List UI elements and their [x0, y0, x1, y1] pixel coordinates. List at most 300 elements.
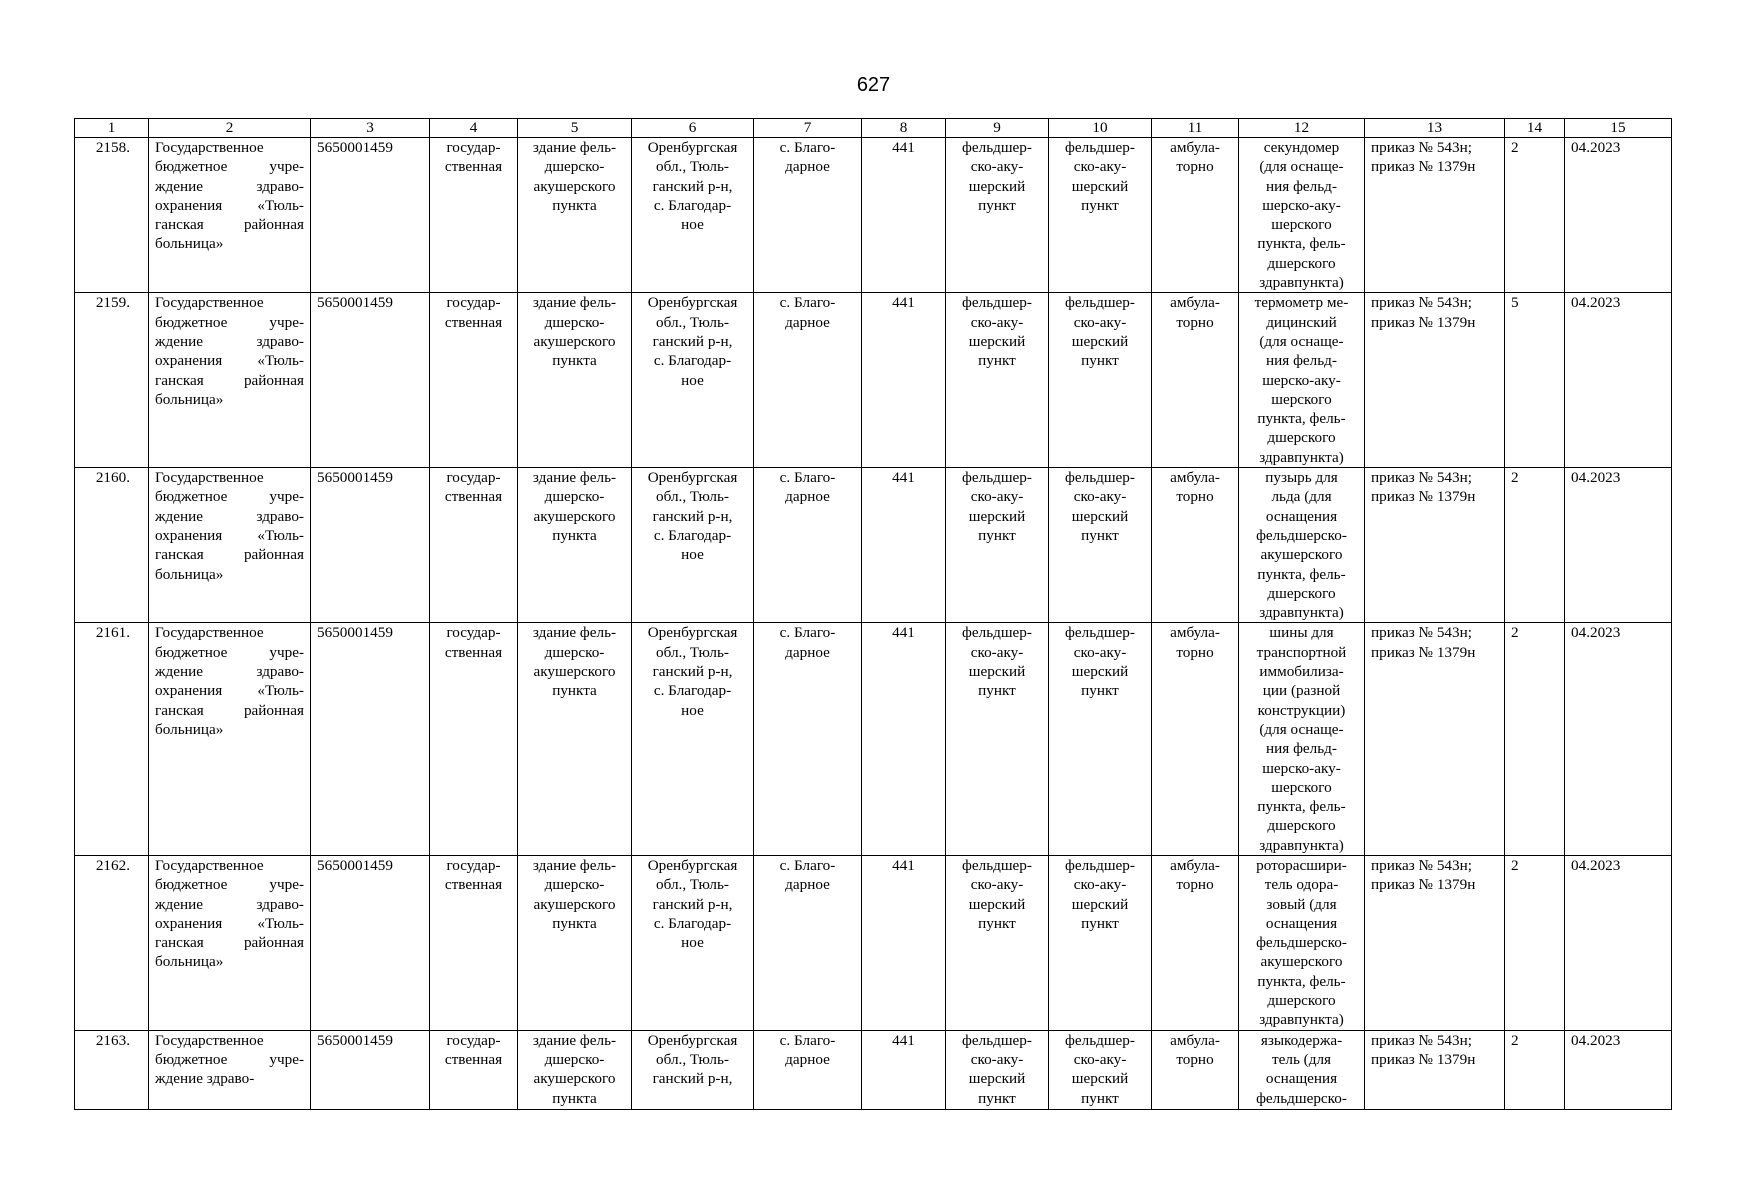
equipment-line: пункта, фель-: [1257, 972, 1346, 990]
care-condition-cell: [1152, 138, 1239, 293]
address-line: ганский р-н,: [652, 177, 733, 195]
ownership-form-cell: [430, 293, 518, 468]
building-line: пункта: [552, 682, 597, 700]
address-line: с. Благодар-: [653, 526, 732, 544]
subdivision-line: пункт: [1081, 352, 1119, 370]
facility-type-line: фельдшер-: [962, 856, 1032, 874]
subdivision-line: пункт: [1081, 196, 1119, 214]
locality-line: с. Благо-: [779, 856, 836, 874]
care-condition-line: амбула-: [1170, 139, 1220, 156]
facility-type-line: пункт: [978, 914, 1016, 932]
building-line: дшерско-: [544, 158, 605, 176]
locality-line: дарное: [785, 158, 830, 176]
column-header-13: 13: [1365, 119, 1505, 138]
ownership-form-line: ственная: [444, 643, 503, 661]
order-reference-line: приказ № 1379н: [1371, 488, 1476, 506]
ownership-form-cell: [430, 468, 518, 623]
equipment-line: транспортной: [1256, 643, 1347, 661]
care-condition-line: амбула-: [1170, 469, 1220, 487]
facility-type-line: шерский: [968, 507, 1026, 525]
address-line: обл., Тюль-: [656, 158, 729, 176]
equipment-line: шерского: [1271, 778, 1332, 796]
subdivision-line: шерский: [1071, 177, 1129, 195]
order-reference-line: приказ № 543н;: [1371, 294, 1472, 312]
equipment-line: языкодержа-: [1260, 1031, 1343, 1049]
facility-type-line: шерский: [968, 177, 1026, 195]
equipment-line: роторасшири-: [1256, 856, 1347, 874]
equipment-cell: [1239, 293, 1365, 468]
population-cell: 441: [862, 855, 946, 1030]
organization-name-line: бюджетное учре-: [155, 158, 304, 176]
building-line: дшерско-: [544, 1050, 605, 1068]
address-cell: [632, 468, 754, 623]
organization-name-line: Государственное: [155, 624, 264, 642]
ownership-form-line: ственная: [444, 876, 503, 894]
address-cell: [632, 138, 754, 293]
ownership-form-line: государ-: [446, 469, 501, 487]
care-condition-cell: [1152, 623, 1239, 856]
facility-type-cell: [946, 855, 1049, 1030]
table-row: [75, 468, 1672, 623]
ownership-form-cell: [430, 1030, 518, 1109]
order-reference-line: приказ № 543н;: [1371, 139, 1472, 156]
ownership-form-line: ственная: [444, 158, 503, 176]
address-cell: [632, 1030, 754, 1109]
facility-type-line: пункт: [978, 682, 1016, 700]
ownership-form-cell: [430, 623, 518, 856]
row-number-cell: 2161.: [75, 623, 149, 856]
care-condition-line: торно: [1176, 313, 1214, 331]
equipment-line: (для оснаще-: [1259, 332, 1344, 350]
building-line: акушерского: [533, 507, 616, 525]
organization-name-cell: [149, 138, 311, 293]
equipment-cell: [1239, 468, 1365, 623]
building-line: акушерского: [533, 663, 616, 681]
address-line: с. Благодар-: [653, 914, 732, 932]
date-cell: 04.2023: [1565, 468, 1672, 623]
equipment-line: секундомер: [1263, 139, 1340, 156]
facility-type-line: шерский: [968, 895, 1026, 913]
facility-type-line: ско-аку-: [970, 488, 1024, 506]
locality-cell: [754, 138, 862, 293]
equipment-cell: [1239, 138, 1365, 293]
subdivision-line: шерский: [1071, 895, 1129, 913]
organization-name-cell: [149, 1030, 311, 1109]
subdivision-line: фельдшер-: [1065, 469, 1135, 487]
locality-line: дарное: [785, 1050, 830, 1068]
inn-code-cell: 5650001459: [311, 855, 430, 1030]
inn-code-cell: 5650001459: [311, 293, 430, 468]
subdivision-line: шерский: [1071, 663, 1129, 681]
address-line: ное: [681, 546, 704, 564]
column-header-6: 6: [632, 119, 754, 138]
address-line: с. Благодар-: [653, 352, 732, 370]
quantity-cell: 2: [1505, 623, 1565, 856]
address-line: обл., Тюль-: [656, 643, 729, 661]
equipment-line: дшерского: [1267, 584, 1336, 602]
subdivision-line: пункт: [1081, 526, 1119, 544]
row-number-cell: 2159.: [75, 293, 149, 468]
date-cell: 04.2023: [1565, 293, 1672, 468]
table-row: [75, 855, 1672, 1030]
date-cell: 04.2023: [1565, 138, 1672, 293]
subdivision-cell: [1049, 293, 1152, 468]
organization-name-line: Государственное: [155, 469, 264, 487]
locality-line: с. Благо-: [779, 294, 836, 312]
order-reference-cell: [1365, 855, 1505, 1030]
care-condition-line: торно: [1176, 876, 1214, 894]
address-line: ное: [681, 701, 704, 719]
equipment-line: пункта, фель-: [1257, 798, 1346, 816]
column-header-7: 7: [754, 119, 862, 138]
locality-cell: [754, 855, 862, 1030]
ownership-form-line: государ-: [446, 139, 501, 156]
facility-type-line: пункт: [978, 196, 1016, 214]
building-cell: [518, 468, 632, 623]
organization-name-line: охранения «Тюль-: [155, 352, 304, 370]
equipment-line: дшерского: [1267, 817, 1336, 835]
address-cell: [632, 293, 754, 468]
locality-line: с. Благо-: [779, 139, 836, 156]
organization-name-line: Государственное: [155, 139, 264, 156]
address-line: с. Благодар-: [653, 682, 732, 700]
equipment-line: (для оснаще-: [1259, 720, 1344, 738]
subdivision-cell: [1049, 138, 1152, 293]
building-line: акушерского: [533, 332, 616, 350]
row-number-cell: 2160.: [75, 468, 149, 623]
population-cell: 441: [862, 138, 946, 293]
facility-type-line: шерский: [968, 332, 1026, 350]
address-line: ное: [681, 216, 704, 234]
care-condition-cell: [1152, 855, 1239, 1030]
care-condition-cell: [1152, 293, 1239, 468]
building-cell: [518, 855, 632, 1030]
order-reference-line: приказ № 543н;: [1371, 624, 1472, 642]
quantity-cell: 2: [1505, 1030, 1565, 1109]
order-reference-line: приказ № 543н;: [1371, 469, 1472, 487]
subdivision-line: шерский: [1071, 1070, 1129, 1088]
facility-type-line: фельдшер-: [962, 469, 1032, 487]
equipment-line: дшерского: [1267, 429, 1336, 447]
facility-type-line: ско-аку-: [970, 313, 1024, 331]
equipment-line: тель одора-: [1264, 876, 1339, 894]
equipment-line: пузырь для: [1265, 469, 1338, 487]
inn-code-cell: 5650001459: [311, 138, 430, 293]
organization-name-line: охранения «Тюль-: [155, 526, 304, 544]
equipment-line: пункта, фель-: [1257, 565, 1346, 583]
registry-table: [74, 118, 1672, 1110]
subdivision-line: фельдшер-: [1065, 624, 1135, 642]
subdivision-line: фельдшер-: [1065, 139, 1135, 156]
locality-line: с. Благо-: [779, 624, 836, 642]
organization-name-cell: [149, 293, 311, 468]
date-cell: 04.2023: [1565, 1030, 1672, 1109]
facility-type-line: ско-аку-: [970, 643, 1024, 661]
inn-code-cell: 5650001459: [311, 468, 430, 623]
organization-name-line: ждение здраво-: [155, 895, 304, 913]
equipment-line: льда (для: [1271, 488, 1332, 506]
equipment-line: пункта, фель-: [1257, 410, 1346, 428]
locality-cell: [754, 468, 862, 623]
building-line: пункта: [552, 914, 597, 932]
quantity-cell: 2: [1505, 138, 1565, 293]
building-line: здание фель-: [532, 294, 617, 312]
building-line: дшерско-: [544, 643, 605, 661]
equipment-line: конструкции): [1257, 701, 1346, 719]
equipment-line: ции (разной: [1262, 682, 1341, 700]
equipment-line: тель (для: [1271, 1050, 1332, 1068]
column-header-10: 10: [1049, 119, 1152, 138]
ownership-form-cell: [430, 855, 518, 1030]
building-line: здание фель-: [532, 469, 617, 487]
column-header-8: 8: [862, 119, 946, 138]
building-cell: [518, 623, 632, 856]
organization-name-line: ганская районная: [155, 371, 304, 389]
organization-name-cell: [149, 855, 311, 1030]
facility-type-cell: [946, 623, 1049, 856]
organization-name-line: Государственное: [155, 856, 264, 874]
population-cell: 441: [862, 623, 946, 856]
ownership-form-cell: [430, 138, 518, 293]
order-reference-cell: [1365, 138, 1505, 293]
quantity-cell: 5: [1505, 293, 1565, 468]
table-row: [75, 623, 1672, 856]
organization-name-line: охранения «Тюль-: [155, 914, 304, 932]
equipment-cell: [1239, 623, 1365, 856]
subdivision-line: фельдшер-: [1065, 856, 1135, 874]
care-condition-cell: [1152, 1030, 1239, 1109]
organization-name-line: ждение здраво-: [155, 177, 304, 195]
column-header-11: 11: [1152, 119, 1239, 138]
equipment-cell: [1239, 1030, 1365, 1109]
organization-name-line: ганская районная: [155, 216, 304, 234]
equipment-line: шины для: [1269, 624, 1334, 642]
organization-name-line: Государственное: [155, 294, 264, 312]
ownership-form-line: государ-: [446, 294, 501, 312]
order-reference-line: приказ № 1379н: [1371, 876, 1476, 894]
ownership-form-line: ственная: [444, 313, 503, 331]
facility-type-line: шерский: [968, 1070, 1026, 1088]
address-line: Оренбургская: [647, 856, 738, 874]
column-header-5: 5: [518, 119, 632, 138]
equipment-line: термометр ме-: [1254, 294, 1349, 312]
building-line: пункта: [552, 526, 597, 544]
equipment-line: фельдшерско-: [1256, 526, 1347, 544]
equipment-line: здравпункта): [1259, 604, 1344, 622]
column-header-1: 1: [75, 119, 149, 138]
organization-name-line: бюджетное учре-: [155, 488, 304, 506]
equipment-line: ния фельд-: [1266, 740, 1337, 758]
address-line: ганский р-н,: [652, 507, 733, 525]
organization-name-line: больница»: [155, 565, 224, 583]
subdivision-line: фельдшер-: [1065, 294, 1135, 312]
locality-line: дарное: [785, 313, 830, 331]
equipment-line: оснащения: [1265, 507, 1338, 525]
care-condition-line: торно: [1176, 158, 1214, 176]
organization-name-line: ждение здраво-: [155, 663, 304, 681]
address-line: обл., Тюль-: [656, 488, 729, 506]
organization-name-cell: [149, 468, 311, 623]
care-condition-line: амбула-: [1170, 294, 1220, 312]
table-row: [75, 138, 1672, 293]
subdivision-cell: [1049, 855, 1152, 1030]
order-reference-line: приказ № 1379н: [1371, 158, 1476, 176]
building-line: здание фель-: [532, 139, 617, 156]
ownership-form-line: государ-: [446, 1031, 501, 1049]
address-line: Оренбургская: [647, 469, 738, 487]
organization-name-line: ганская районная: [155, 546, 304, 564]
organization-name-line: охранения «Тюль-: [155, 682, 304, 700]
address-line: с. Благодар-: [653, 196, 732, 214]
subdivision-line: ско-аку-: [1073, 488, 1127, 506]
address-line: обл., Тюль-: [656, 313, 729, 331]
equipment-cell: [1239, 855, 1365, 1030]
column-header-2: 2: [149, 119, 311, 138]
equipment-line: шерско-аку-: [1262, 196, 1341, 214]
address-line: ное: [681, 934, 704, 952]
equipment-line: (для оснаще-: [1259, 158, 1344, 176]
organization-name-cell: [149, 623, 311, 856]
organization-name-line: бюджетное учре-: [155, 876, 304, 894]
subdivision-line: ско-аку-: [1073, 1050, 1127, 1068]
subdivision-cell: [1049, 1030, 1152, 1109]
address-line: ганский р-н,: [652, 332, 733, 350]
equipment-line: ния фельд-: [1266, 177, 1337, 195]
locality-cell: [754, 1030, 862, 1109]
facility-type-line: фельдшер-: [962, 1031, 1032, 1049]
organization-name-line: Государственное: [155, 1031, 264, 1049]
equipment-line: акушерского: [1260, 546, 1343, 564]
locality-cell: [754, 623, 862, 856]
order-reference-line: приказ № 1379н: [1371, 643, 1476, 661]
equipment-line: фельдшерско-: [1256, 1089, 1347, 1107]
date-cell: 04.2023: [1565, 623, 1672, 856]
address-line: обл., Тюль-: [656, 876, 729, 894]
organization-name-line: больница»: [155, 720, 224, 738]
facility-type-cell: [946, 468, 1049, 623]
subdivision-cell: [1049, 623, 1152, 856]
organization-name-line: больница»: [155, 953, 224, 971]
subdivision-line: фельдшер-: [1065, 1031, 1135, 1049]
inn-code-cell: 5650001459: [311, 1030, 430, 1109]
ownership-form-line: ственная: [444, 1050, 503, 1068]
care-condition-cell: [1152, 468, 1239, 623]
locality-line: с. Благо-: [779, 1031, 836, 1049]
facility-type-line: шерский: [968, 663, 1026, 681]
building-line: акушерского: [533, 1070, 616, 1088]
column-header-14: 14: [1505, 119, 1565, 138]
building-line: дшерско-: [544, 876, 605, 894]
care-condition-line: амбула-: [1170, 1031, 1220, 1049]
equipment-line: шерского: [1271, 216, 1332, 234]
subdivision-line: пункт: [1081, 682, 1119, 700]
table-row: [75, 293, 1672, 468]
organization-name-line: охранения «Тюль-: [155, 196, 304, 214]
column-header-3: 3: [311, 119, 430, 138]
row-number-cell: 2163.: [75, 1030, 149, 1109]
address-line: ное: [681, 371, 704, 389]
building-line: пункта: [552, 1089, 597, 1107]
order-reference-line: приказ № 543н;: [1371, 1031, 1472, 1049]
column-header-12: 12: [1239, 119, 1365, 138]
table-body: [75, 138, 1672, 1110]
building-cell: [518, 138, 632, 293]
subdivision-line: пункт: [1081, 1089, 1119, 1107]
organization-name-line: больница»: [155, 235, 224, 253]
table-row: [75, 1030, 1672, 1109]
equipment-line: пункта, фель-: [1257, 235, 1346, 253]
population-cell: 441: [862, 468, 946, 623]
care-condition-line: амбула-: [1170, 856, 1220, 874]
order-reference-cell: [1365, 623, 1505, 856]
organization-name-line: бюджетное учре-: [155, 1050, 304, 1068]
row-number-cell: 2158.: [75, 138, 149, 293]
organization-name-line: ждение здраво-: [155, 507, 304, 525]
locality-line: с. Благо-: [779, 469, 836, 487]
address-cell: [632, 855, 754, 1030]
column-header-9: 9: [946, 119, 1049, 138]
address-cell: [632, 623, 754, 856]
subdivision-line: ско-аку-: [1073, 313, 1127, 331]
equipment-line: здравпункта): [1259, 836, 1344, 854]
equipment-line: здравпункта): [1259, 1011, 1344, 1029]
header-row: [75, 119, 1672, 138]
address-line: ганский р-н,: [652, 663, 733, 681]
address-line: Оренбургская: [647, 624, 738, 642]
subdivision-line: ско-аку-: [1073, 876, 1127, 894]
care-condition-line: амбула-: [1170, 624, 1220, 642]
ownership-form-line: государ-: [446, 856, 501, 874]
equipment-line: иммобилиза-: [1259, 663, 1344, 681]
order-reference-line: приказ № 1379н: [1371, 313, 1476, 331]
building-line: здание фель-: [532, 624, 617, 642]
equipment-line: зовый (для: [1266, 895, 1337, 913]
facility-type-line: пункт: [978, 526, 1016, 544]
locality-line: дарное: [785, 488, 830, 506]
equipment-line: здравпункта): [1259, 448, 1344, 466]
ownership-form-line: ственная: [444, 488, 503, 506]
quantity-cell: 2: [1505, 468, 1565, 623]
subdivision-line: шерский: [1071, 507, 1129, 525]
subdivision-line: шерский: [1071, 332, 1129, 350]
equipment-line: шерско-аку-: [1262, 759, 1341, 777]
facility-type-line: фельдшер-: [962, 139, 1032, 156]
equipment-line: фельдшерско-: [1256, 934, 1347, 952]
address-line: ганский р-н,: [652, 895, 733, 913]
address-line: Оренбургская: [647, 1031, 738, 1049]
organization-name-line: ждение здраво-: [155, 332, 304, 350]
table-header: [75, 119, 1672, 138]
subdivision-line: ско-аку-: [1073, 158, 1127, 176]
subdivision-line: пункт: [1081, 914, 1119, 932]
order-reference-cell: [1365, 293, 1505, 468]
building-line: пункта: [552, 196, 597, 214]
organization-name-line: ждение здраво-: [155, 1070, 255, 1088]
equipment-line: оснащения: [1265, 914, 1338, 932]
facility-type-cell: [946, 293, 1049, 468]
address-line: Оренбургская: [647, 294, 738, 312]
population-cell: 441: [862, 293, 946, 468]
building-line: здание фель-: [532, 1031, 617, 1049]
building-line: пункта: [552, 352, 597, 370]
care-condition-line: торно: [1176, 1050, 1214, 1068]
equipment-line: шерского: [1271, 390, 1332, 408]
equipment-line: дшерского: [1267, 992, 1336, 1010]
facility-type-line: фельдшер-: [962, 294, 1032, 312]
equipment-line: шерско-аку-: [1262, 371, 1341, 389]
facility-type-line: пункт: [978, 1089, 1016, 1107]
order-reference-line: приказ № 1379н: [1371, 1050, 1476, 1068]
